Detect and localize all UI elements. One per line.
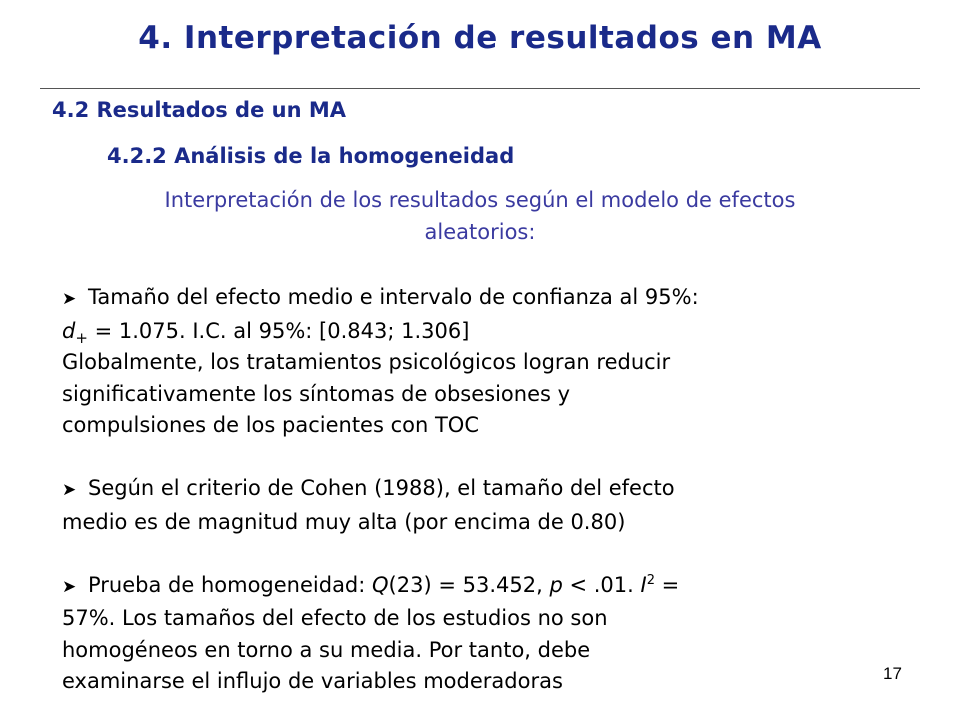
title-divider <box>40 88 920 89</box>
i-superscript: 2 <box>646 572 655 588</box>
arrow-bullet-icon: ➤ <box>62 480 77 500</box>
bullet-3-line-1a: Prueba de homogeneidad: <box>88 572 373 597</box>
subtitle-line-1: Interpretación de los resultados según el modelo de efectos <box>164 188 796 212</box>
bullet-2-line-1: Según el criterio de Cohen (1988), el tamaño del efecto <box>88 476 675 500</box>
bullet-3-line-1b: (23) = 53.452, <box>388 572 550 597</box>
bullet-3-line-3: homogéneos en torno a su media. Por tanto, debe <box>62 637 591 662</box>
bullet-1-line-1: Tamaño del efecto medio e intervalo de confianza al 95%: <box>88 285 699 309</box>
arrow-bullet-icon: ➤ <box>62 289 77 309</box>
arrow-bullet-icon: ➤ <box>62 576 77 597</box>
bullet-1-line-2: = 1.075. I.C. al 95%: [0.843; 1.306] <box>87 318 470 343</box>
slide-title: 4. Interpretación de resultados en MA <box>138 20 822 56</box>
bullet-2-line-2: medio es de magnitud muy alta (por encima de 0.80) <box>62 509 626 534</box>
bullet-3-line-2: 57%. Los tamaños del efecto de los estudios no son <box>62 606 608 630</box>
d-subscript: + <box>75 328 88 347</box>
d-symbol: d <box>62 318 76 343</box>
section-heading: 4.2 Resultados de un MA <box>52 98 346 122</box>
bullet-effect-size <box>62 282 922 442</box>
bullet-3-line-1d: = <box>654 572 680 597</box>
bullet-homogeneity-test <box>62 570 922 698</box>
page-number: 17 <box>883 664 902 683</box>
subtitle-line-2: aleatorios: <box>424 220 536 244</box>
q-symbol: Q <box>372 572 389 597</box>
slide-body <box>62 282 922 698</box>
bullet-3-line-1c: < .01. <box>562 572 641 597</box>
slide-subtitle <box>40 184 920 248</box>
bullet-1-line-4: significativamente los síntomas de obsesiones y <box>62 381 571 406</box>
bullet-3-line-4: examinarse el influjo de variables moderadoras <box>62 669 563 693</box>
bullet-cohen-criterion <box>62 473 922 538</box>
i-symbol: I <box>640 572 647 597</box>
subsection-heading: 4.2.2 Análisis de la homogeneidad <box>107 144 515 168</box>
p-symbol: p <box>549 572 563 597</box>
bullet-1-line-3: Globalmente, los tratamientos psicológicos logran reducir <box>62 350 671 374</box>
bullet-1-line-5: compulsiones de los pacientes con TOC <box>62 413 479 437</box>
